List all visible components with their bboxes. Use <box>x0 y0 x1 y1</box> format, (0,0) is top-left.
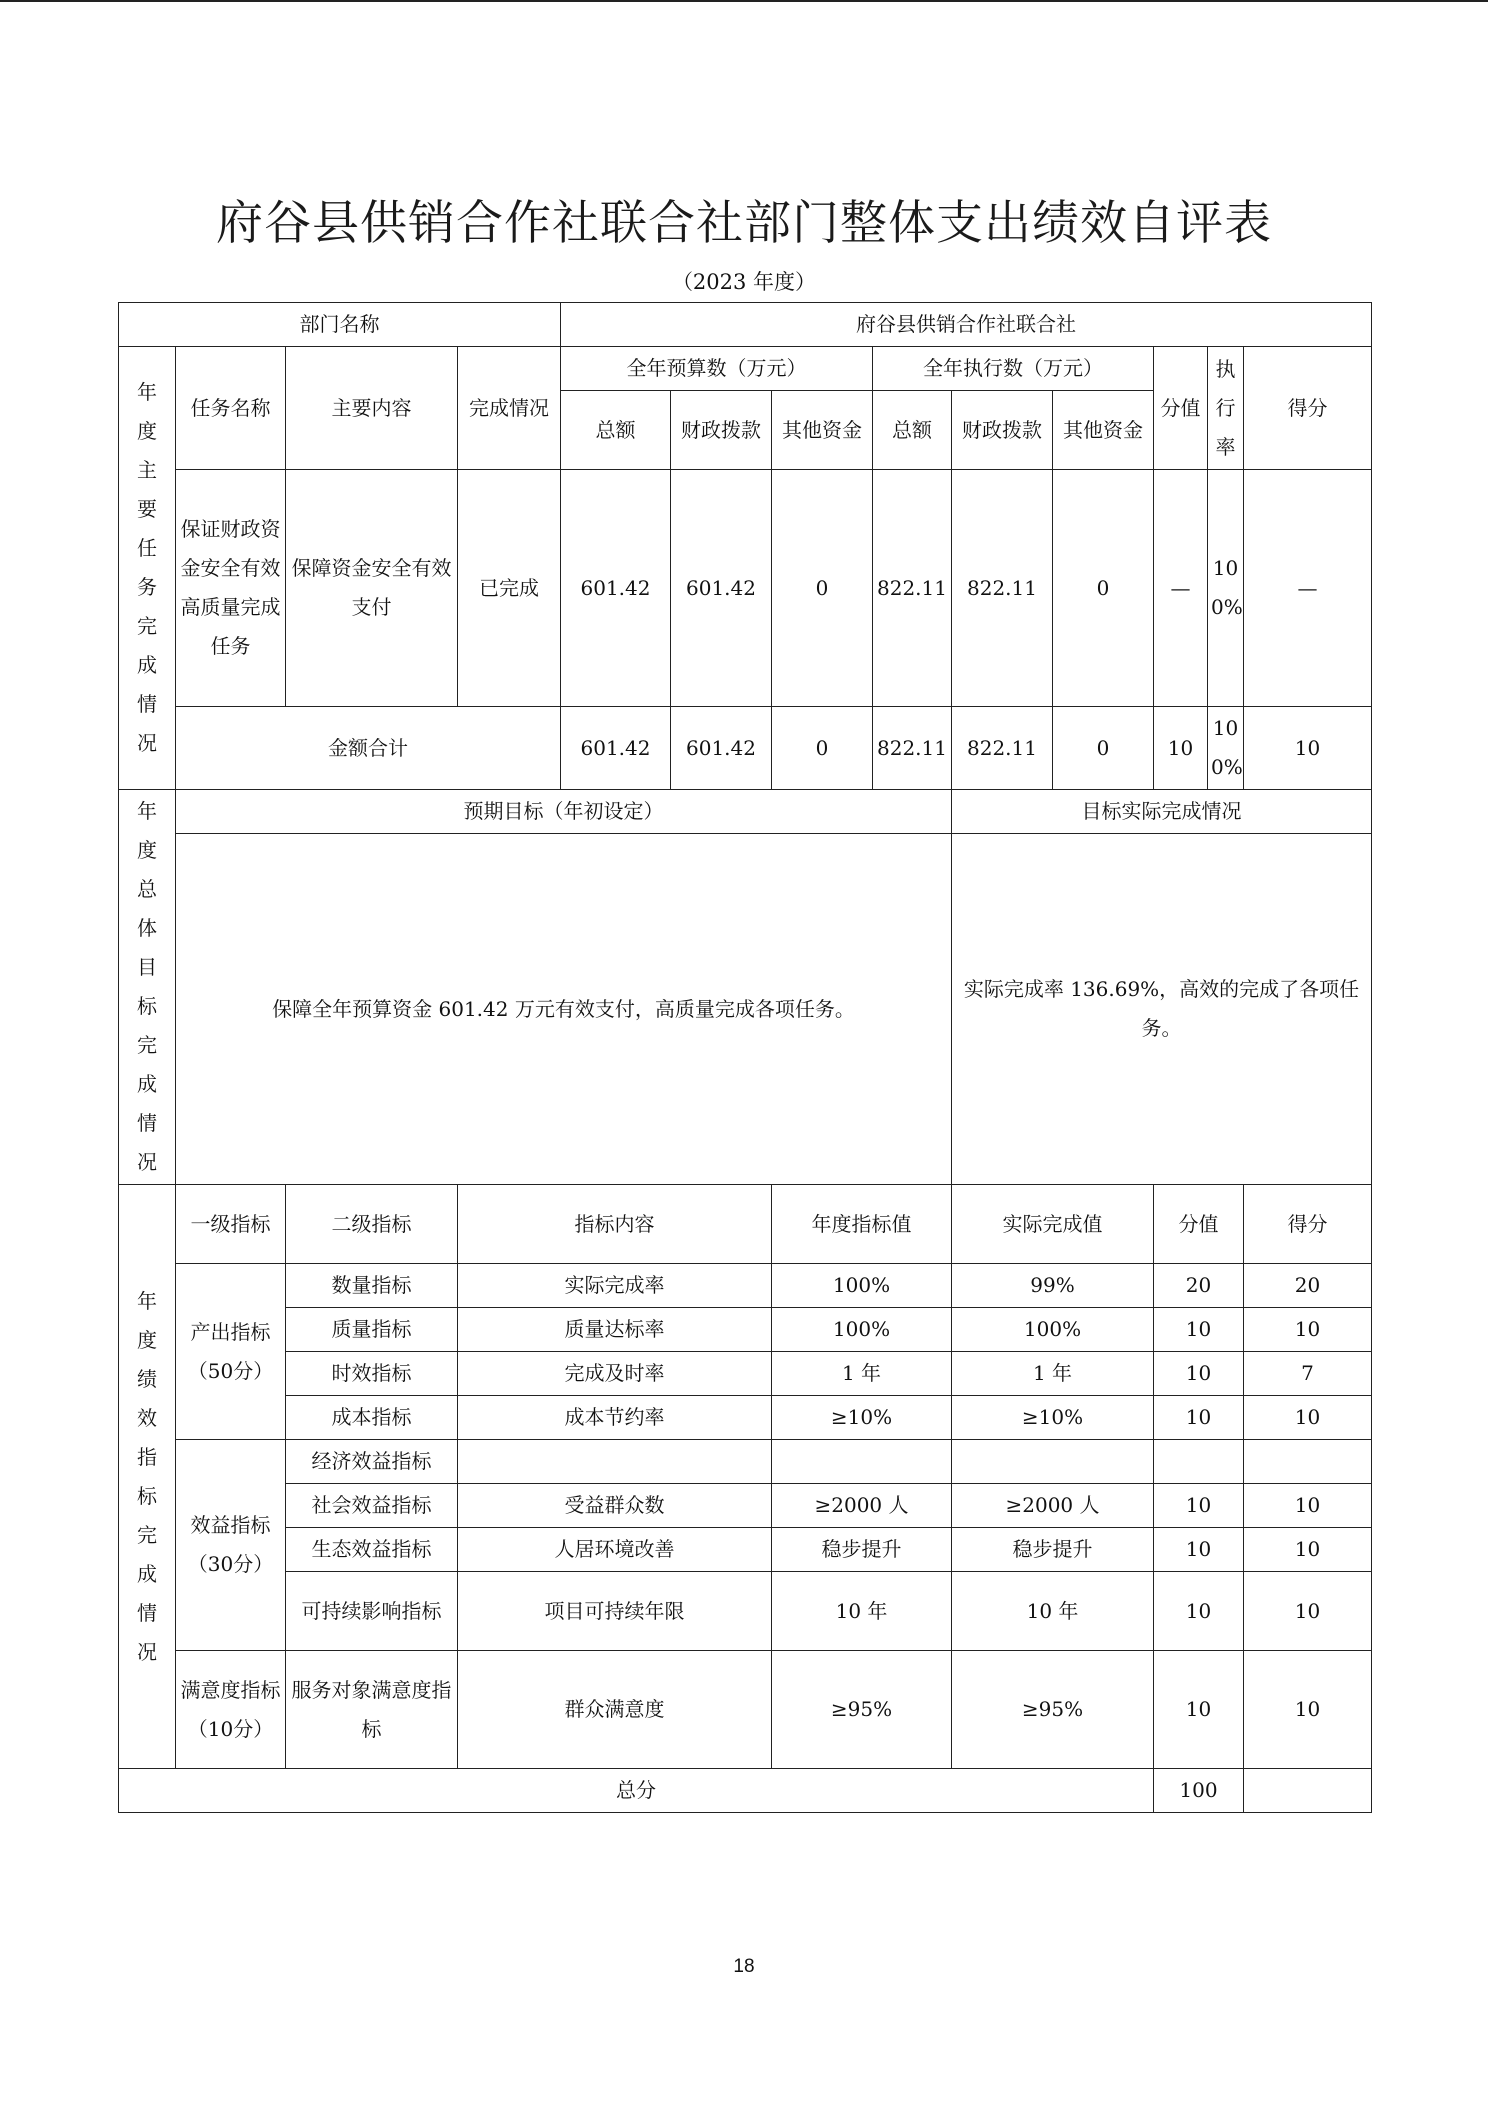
ind-actual: ≥95% <box>952 1651 1154 1769</box>
task-score-value: — <box>1154 470 1208 707</box>
indicator-row <box>119 1264 1372 1308</box>
header-content: 指标内容 <box>458 1185 772 1264</box>
ind-score: 10 <box>1244 1651 1372 1769</box>
sum-budget-other: 0 <box>772 707 873 790</box>
header-exec-fiscal: 财政拨款 <box>952 391 1053 470</box>
goals-actual-text: 实际完成率 136.69%，高效的完成了各项任务。 <box>952 834 1372 1185</box>
ind-score-value: 10 <box>1154 1308 1244 1352</box>
ind-actual: 10 年 <box>952 1572 1154 1651</box>
ind-target <box>772 1440 952 1484</box>
ind-actual: 1 年 <box>952 1352 1154 1396</box>
sum-exec-fiscal: 822.11 <box>952 707 1053 790</box>
ind-level2: 社会效益指标 <box>286 1484 458 1528</box>
goals-expected-text: 保障全年预算资金 601.42 万元有效支付，高质量完成各项任务。 <box>176 834 952 1185</box>
header-exec-other: 其他资金 <box>1053 391 1154 470</box>
sum-budget-total: 601.42 <box>561 707 671 790</box>
header-exec-rate: 执行率 <box>1208 347 1244 470</box>
task-exec-total: 822.11 <box>873 470 952 707</box>
header-ind-score: 得分 <box>1244 1185 1372 1264</box>
ind-actual: 稳步提升 <box>952 1528 1154 1572</box>
total-value: 100 <box>1154 1769 1244 1813</box>
ind-target: 10 年 <box>772 1572 952 1651</box>
task-budget-fiscal: 601.42 <box>671 470 772 707</box>
ind-score: 7 <box>1244 1352 1372 1396</box>
indicator-row <box>119 1484 1372 1528</box>
header-target: 年度指标值 <box>772 1185 952 1264</box>
sum-exec-rate: 100% <box>1208 707 1244 790</box>
header-budget-total: 总额 <box>561 391 671 470</box>
task-row <box>119 470 1372 707</box>
ind-content: 人居环境改善 <box>458 1528 772 1572</box>
header-main-content: 主要内容 <box>286 347 458 470</box>
ind-level2: 生态效益指标 <box>286 1528 458 1572</box>
ind-actual: 99% <box>952 1264 1154 1308</box>
ind-score-value: 10 <box>1154 1484 1244 1528</box>
task-name: 保证财政资金安全有效 高质量完成任务 <box>176 470 286 707</box>
indicator-row <box>119 1572 1372 1651</box>
year-subtitle: （2023 年度） <box>671 270 817 294</box>
header-exec-total: 总额 <box>873 391 952 470</box>
ind-content: 群众满意度 <box>458 1651 772 1769</box>
ind-actual <box>952 1440 1154 1484</box>
total-row <box>119 1769 1372 1813</box>
header-budget-group: 全年预算数（万元） <box>561 347 873 391</box>
indicator-row <box>119 1308 1372 1352</box>
ind-content: 成本节约率 <box>458 1396 772 1440</box>
ind-content: 完成及时率 <box>458 1352 772 1396</box>
ind-level2: 可持续影响指标 <box>286 1572 458 1651</box>
group-satisfaction: 满意度指标（10分） <box>176 1651 286 1769</box>
goals-expected-header: 预期目标（年初设定） <box>176 790 952 834</box>
ind-score: 10 <box>1244 1528 1372 1572</box>
ind-score-value <box>1154 1440 1244 1484</box>
ind-level2: 成本指标 <box>286 1396 458 1440</box>
top-rule <box>0 0 1488 2</box>
task-exec-rate: 100% <box>1208 470 1244 707</box>
total-label: 总分 <box>119 1769 1154 1813</box>
task-budget-other: 0 <box>772 470 873 707</box>
task-exec-fiscal: 822.11 <box>952 470 1053 707</box>
ind-score-value: 20 <box>1154 1264 1244 1308</box>
ind-actual: 100% <box>952 1308 1154 1352</box>
ind-target: 稳步提升 <box>772 1528 952 1572</box>
header-exec-group: 全年执行数（万元） <box>873 347 1154 391</box>
dept-row <box>119 303 1372 347</box>
sum-label: 金额合计 <box>176 707 561 790</box>
sum-budget-fiscal: 601.42 <box>671 707 772 790</box>
sum-score: 10 <box>1244 707 1372 790</box>
dept-label: 部门名称 <box>119 303 561 347</box>
ind-content <box>458 1440 772 1484</box>
group-output: 产出指标（50分） <box>176 1264 286 1440</box>
header-level2: 二级指标 <box>286 1185 458 1264</box>
total-score <box>1244 1769 1372 1813</box>
ind-content: 质量达标率 <box>458 1308 772 1352</box>
ind-level2: 经济效益指标 <box>286 1440 458 1484</box>
ind-content: 受益群众数 <box>458 1484 772 1528</box>
ind-score-value: 10 <box>1154 1396 1244 1440</box>
indicator-row <box>119 1440 1372 1484</box>
task-main-content: 保障资金安全有效支付 <box>286 470 458 707</box>
goals-side-label: 年度总体目标完成情况 <box>119 790 176 1185</box>
ind-score-value: 10 <box>1154 1572 1244 1651</box>
page-title: 府谷县供销合作社联合社部门整体支出绩效自评表 <box>216 196 1272 251</box>
ind-level2: 数量指标 <box>286 1264 458 1308</box>
ind-score: 10 <box>1244 1308 1372 1352</box>
indicator-row <box>119 1396 1372 1440</box>
indicator-row <box>119 1651 1372 1769</box>
indicator-header-row <box>119 1185 1372 1264</box>
ind-level2: 质量指标 <box>286 1308 458 1352</box>
goals-content-row <box>119 834 1372 1185</box>
header-ind-score-value: 分值 <box>1154 1185 1244 1264</box>
ind-content: 项目可持续年限 <box>458 1572 772 1651</box>
indicator-row <box>119 1528 1372 1572</box>
goals-header-row <box>119 790 1372 834</box>
task-header-row-1 <box>119 347 1372 391</box>
header-task-name: 任务名称 <box>176 347 286 470</box>
ind-level2: 时效指标 <box>286 1352 458 1396</box>
header-budget-fiscal: 财政拨款 <box>671 391 772 470</box>
ind-target: 100% <box>772 1308 952 1352</box>
header-level1: 一级指标 <box>176 1185 286 1264</box>
task-status: 已完成 <box>458 470 561 707</box>
ind-target: ≥2000 人 <box>772 1484 952 1528</box>
sum-exec-total: 822.11 <box>873 707 952 790</box>
header-status: 完成情况 <box>458 347 561 470</box>
ind-level2: 服务对象满意度指标 <box>286 1651 458 1769</box>
header-budget-other: 其他资金 <box>772 391 873 470</box>
ind-content: 实际完成率 <box>458 1264 772 1308</box>
ind-score-value: 10 <box>1154 1352 1244 1396</box>
ind-target: ≥95% <box>772 1651 952 1769</box>
ind-score: 10 <box>1244 1396 1372 1440</box>
ind-score <box>1244 1440 1372 1484</box>
ind-actual: ≥10% <box>952 1396 1154 1440</box>
dept-value: 府谷县供销合作社联合社 <box>561 303 1372 347</box>
ind-score: 10 <box>1244 1572 1372 1651</box>
sum-row <box>119 707 1372 790</box>
sum-exec-other: 0 <box>1053 707 1154 790</box>
task-budget-total: 601.42 <box>561 470 671 707</box>
ind-target: 1 年 <box>772 1352 952 1396</box>
ind-target: 100% <box>772 1264 952 1308</box>
group-benefit: 效益指标（30分） <box>176 1440 286 1651</box>
indicator-row <box>119 1352 1372 1396</box>
ind-score: 10 <box>1244 1484 1372 1528</box>
sum-score-value: 10 <box>1154 707 1208 790</box>
task-score: — <box>1244 470 1372 707</box>
indicators-side-label: 年度绩效指标完成情况 <box>119 1185 176 1769</box>
ind-target: ≥10% <box>772 1396 952 1440</box>
ind-score-value: 10 <box>1154 1651 1244 1769</box>
tasks-side-label: 年度主要任务完成情况 <box>119 347 176 790</box>
task-exec-other: 0 <box>1053 470 1154 707</box>
evaluation-table <box>118 302 1372 1813</box>
ind-score-value: 10 <box>1154 1528 1244 1572</box>
page-number: 18 <box>733 1956 755 1977</box>
header-actual: 实际完成值 <box>952 1185 1154 1264</box>
ind-score: 20 <box>1244 1264 1372 1308</box>
header-score-value: 分值 <box>1154 347 1208 470</box>
ind-actual: ≥2000 人 <box>952 1484 1154 1528</box>
goals-actual-header: 目标实际完成情况 <box>952 790 1372 834</box>
header-score: 得分 <box>1244 347 1372 470</box>
